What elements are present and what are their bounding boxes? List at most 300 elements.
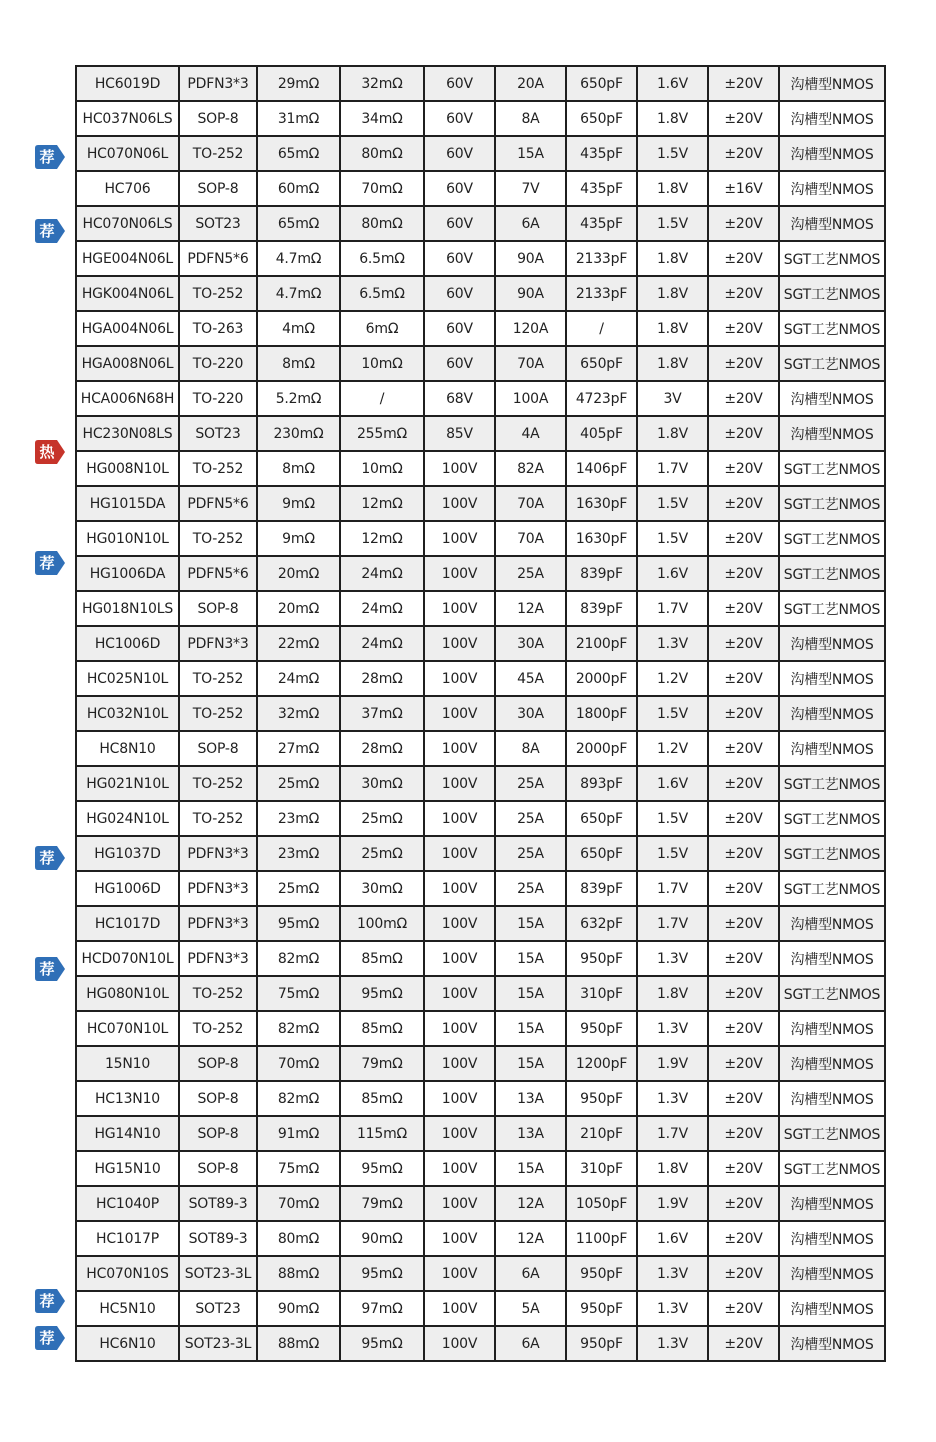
cell-package: TO-252 bbox=[179, 696, 257, 731]
cell-rds-on-typ: 29mΩ bbox=[257, 66, 340, 101]
cell-vgs: ±20V bbox=[708, 381, 779, 416]
table-row bbox=[76, 206, 885, 241]
cell-vgs: ±20V bbox=[708, 766, 779, 801]
cell-mosfet-type: 沟槽型NMOS bbox=[779, 206, 885, 241]
cell-vth: 1.7V bbox=[637, 591, 708, 626]
cell-vgs: ±20V bbox=[708, 346, 779, 381]
cell-id-current: 15A bbox=[495, 136, 566, 171]
cell-part-number: HG018N10LS bbox=[76, 591, 179, 626]
table-body bbox=[76, 66, 885, 1361]
cell-rds-on-typ: 23mΩ bbox=[257, 801, 340, 836]
cell-vth: 1.8V bbox=[637, 416, 708, 451]
cell-mosfet-type: SGT工艺NMOS bbox=[779, 1151, 885, 1186]
cell-package: PDFN3*3 bbox=[179, 871, 257, 906]
cell-package: PDFN3*3 bbox=[179, 626, 257, 661]
cell-rds-on-typ: 95mΩ bbox=[257, 906, 340, 941]
badge-label: 荐 bbox=[39, 960, 55, 979]
cell-mosfet-type: SGT工艺NMOS bbox=[779, 451, 885, 486]
cell-part-number: HG1006DA bbox=[76, 556, 179, 591]
cell-vds: 100V bbox=[424, 1186, 495, 1221]
cell-id-current: 15A bbox=[495, 1011, 566, 1046]
cell-vth: 1.7V bbox=[637, 451, 708, 486]
table-row bbox=[76, 416, 885, 451]
cell-package: TO-252 bbox=[179, 1011, 257, 1046]
table-row bbox=[76, 241, 885, 276]
table-row bbox=[76, 661, 885, 696]
cell-id-current: 82A bbox=[495, 451, 566, 486]
cell-mosfet-type: 沟槽型NMOS bbox=[779, 626, 885, 661]
cell-part-number: HC070N10S bbox=[76, 1256, 179, 1291]
cell-rds-on-max: 34mΩ bbox=[340, 101, 424, 136]
cell-vds: 100V bbox=[424, 1291, 495, 1326]
cell-vds: 100V bbox=[424, 451, 495, 486]
cell-mosfet-type: SGT工艺NMOS bbox=[779, 521, 885, 556]
cell-vth: 1.5V bbox=[637, 836, 708, 871]
cell-part-number: HG1037D bbox=[76, 836, 179, 871]
table-row bbox=[76, 1046, 885, 1081]
cell-rds-on-max: 100mΩ bbox=[340, 906, 424, 941]
cell-mosfet-type: SGT工艺NMOS bbox=[779, 801, 885, 836]
hot-badge bbox=[35, 440, 65, 464]
cell-mosfet-type: 沟槽型NMOS bbox=[779, 136, 885, 171]
cell-rds-on-typ: 65mΩ bbox=[257, 136, 340, 171]
cell-mosfet-type: 沟槽型NMOS bbox=[779, 171, 885, 206]
cell-id-current: 120A bbox=[495, 311, 566, 346]
cell-rds-on-max: 25mΩ bbox=[340, 801, 424, 836]
cell-rds-on-max: 70mΩ bbox=[340, 171, 424, 206]
cell-mosfet-type: SGT工艺NMOS bbox=[779, 241, 885, 276]
cell-package: PDFN5*6 bbox=[179, 556, 257, 591]
cell-ciss: 435pF bbox=[566, 206, 637, 241]
recommend-badge bbox=[35, 1326, 65, 1350]
cell-package: SOP-8 bbox=[179, 171, 257, 206]
cell-vds: 100V bbox=[424, 1116, 495, 1151]
cell-vds: 100V bbox=[424, 521, 495, 556]
cell-rds-on-typ: 31mΩ bbox=[257, 101, 340, 136]
cell-vth: 1.3V bbox=[637, 941, 708, 976]
cell-part-number: HG008N10L bbox=[76, 451, 179, 486]
cell-id-current: 25A bbox=[495, 801, 566, 836]
table-row bbox=[76, 1186, 885, 1221]
cell-vds: 60V bbox=[424, 241, 495, 276]
cell-rds-on-max: 10mΩ bbox=[340, 451, 424, 486]
cell-vgs: ±20V bbox=[708, 941, 779, 976]
cell-rds-on-max: 80mΩ bbox=[340, 206, 424, 241]
cell-rds-on-typ: 8mΩ bbox=[257, 346, 340, 381]
cell-package: SOT23-3L bbox=[179, 1326, 257, 1361]
cell-rds-on-max: 97mΩ bbox=[340, 1291, 424, 1326]
cell-part-number: HGE004N06L bbox=[76, 241, 179, 276]
cell-ciss: 950pF bbox=[566, 1081, 637, 1116]
cell-rds-on-typ: 75mΩ bbox=[257, 1151, 340, 1186]
cell-package: PDFN3*3 bbox=[179, 941, 257, 976]
cell-vth: 1.3V bbox=[637, 1256, 708, 1291]
cell-mosfet-type: SGT工艺NMOS bbox=[779, 871, 885, 906]
cell-part-number: HCD070N10L bbox=[76, 941, 179, 976]
cell-ciss: 405pF bbox=[566, 416, 637, 451]
cell-rds-on-typ: 70mΩ bbox=[257, 1186, 340, 1221]
cell-rds-on-max: 95mΩ bbox=[340, 1256, 424, 1291]
table-row bbox=[76, 801, 885, 836]
cell-vgs: ±20V bbox=[708, 1046, 779, 1081]
cell-rds-on-typ: 4.7mΩ bbox=[257, 241, 340, 276]
cell-vgs: ±20V bbox=[708, 976, 779, 1011]
cell-mosfet-type: SGT工艺NMOS bbox=[779, 556, 885, 591]
cell-vgs: ±20V bbox=[708, 731, 779, 766]
cell-rds-on-max: 90mΩ bbox=[340, 1221, 424, 1256]
cell-part-number: HC13N10 bbox=[76, 1081, 179, 1116]
cell-id-current: 12A bbox=[495, 1221, 566, 1256]
cell-id-current: 25A bbox=[495, 556, 566, 591]
table-row bbox=[76, 836, 885, 871]
cell-part-number: HC230N08LS bbox=[76, 416, 179, 451]
cell-vth: 1.2V bbox=[637, 731, 708, 766]
cell-id-current: 13A bbox=[495, 1116, 566, 1151]
recommend-badge bbox=[35, 846, 65, 870]
cell-vth: 1.5V bbox=[637, 486, 708, 521]
cell-rds-on-max: 32mΩ bbox=[340, 66, 424, 101]
recommend-badge bbox=[35, 219, 65, 243]
cell-rds-on-max: 12mΩ bbox=[340, 486, 424, 521]
cell-rds-on-max: 24mΩ bbox=[340, 591, 424, 626]
cell-mosfet-type: 沟槽型NMOS bbox=[779, 1326, 885, 1361]
cell-rds-on-typ: 90mΩ bbox=[257, 1291, 340, 1326]
cell-vth: 1.6V bbox=[637, 556, 708, 591]
badge-label: 荐 bbox=[39, 1292, 55, 1311]
cell-package: SOP-8 bbox=[179, 731, 257, 766]
cell-rds-on-max: 95mΩ bbox=[340, 1151, 424, 1186]
cell-vds: 100V bbox=[424, 1011, 495, 1046]
cell-ciss: 950pF bbox=[566, 1011, 637, 1046]
cell-vgs: ±20V bbox=[708, 1116, 779, 1151]
table-row bbox=[76, 556, 885, 591]
cell-package: TO-252 bbox=[179, 136, 257, 171]
cell-rds-on-typ: 23mΩ bbox=[257, 836, 340, 871]
table-row bbox=[76, 66, 885, 101]
cell-mosfet-type: 沟槽型NMOS bbox=[779, 696, 885, 731]
cell-part-number: HC1006D bbox=[76, 626, 179, 661]
table-row bbox=[76, 941, 885, 976]
table-row bbox=[76, 311, 885, 346]
cell-vth: 1.6V bbox=[637, 66, 708, 101]
cell-vds: 100V bbox=[424, 836, 495, 871]
cell-mosfet-type: 沟槽型NMOS bbox=[779, 66, 885, 101]
cell-ciss: 650pF bbox=[566, 66, 637, 101]
cell-id-current: 6A bbox=[495, 206, 566, 241]
cell-id-current: 70A bbox=[495, 346, 566, 381]
cell-vgs: ±20V bbox=[708, 1326, 779, 1361]
cell-vth: 3V bbox=[637, 381, 708, 416]
cell-vgs: ±20V bbox=[708, 1011, 779, 1046]
cell-id-current: 15A bbox=[495, 941, 566, 976]
table-row bbox=[76, 696, 885, 731]
table-row bbox=[76, 346, 885, 381]
table-row bbox=[76, 276, 885, 311]
cell-vgs: ±20V bbox=[708, 206, 779, 241]
cell-part-number: HCA006N68H bbox=[76, 381, 179, 416]
cell-vth: 1.3V bbox=[637, 1291, 708, 1326]
cell-mosfet-type: SGT工艺NMOS bbox=[779, 1116, 885, 1151]
cell-rds-on-typ: 82mΩ bbox=[257, 941, 340, 976]
cell-mosfet-type: SGT工艺NMOS bbox=[779, 311, 885, 346]
cell-ciss: 2000pF bbox=[566, 731, 637, 766]
cell-vth: 1.7V bbox=[637, 1116, 708, 1151]
cell-id-current: 25A bbox=[495, 836, 566, 871]
cell-part-number: HG14N10 bbox=[76, 1116, 179, 1151]
cell-ciss: 1630pF bbox=[566, 486, 637, 521]
table-row bbox=[76, 1291, 885, 1326]
cell-ciss: 839pF bbox=[566, 591, 637, 626]
cell-id-current: 7V bbox=[495, 171, 566, 206]
table-row bbox=[76, 101, 885, 136]
cell-vgs: ±20V bbox=[708, 836, 779, 871]
cell-id-current: 70A bbox=[495, 486, 566, 521]
cell-vth: 1.3V bbox=[637, 1081, 708, 1116]
recommend-badge bbox=[35, 145, 65, 169]
cell-rds-on-max: 6mΩ bbox=[340, 311, 424, 346]
cell-vth: 1.8V bbox=[637, 346, 708, 381]
cell-rds-on-typ: 82mΩ bbox=[257, 1081, 340, 1116]
cell-vgs: ±20V bbox=[708, 1151, 779, 1186]
cell-rds-on-max: 79mΩ bbox=[340, 1046, 424, 1081]
cell-part-number: HG021N10L bbox=[76, 766, 179, 801]
cell-id-current: 30A bbox=[495, 696, 566, 731]
cell-rds-on-typ: 60mΩ bbox=[257, 171, 340, 206]
cell-rds-on-max: 37mΩ bbox=[340, 696, 424, 731]
cell-part-number: HC025N10L bbox=[76, 661, 179, 696]
cell-mosfet-type: 沟槽型NMOS bbox=[779, 1186, 885, 1221]
cell-vgs: ±20V bbox=[708, 591, 779, 626]
cell-rds-on-typ: 230mΩ bbox=[257, 416, 340, 451]
cell-id-current: 90A bbox=[495, 241, 566, 276]
cell-package: TO-252 bbox=[179, 976, 257, 1011]
cell-rds-on-typ: 75mΩ bbox=[257, 976, 340, 1011]
cell-rds-on-typ: 91mΩ bbox=[257, 1116, 340, 1151]
badge-label: 荐 bbox=[39, 849, 55, 868]
cell-package: SOP-8 bbox=[179, 101, 257, 136]
cell-package: SOT23 bbox=[179, 416, 257, 451]
cell-vds: 100V bbox=[424, 556, 495, 591]
cell-ciss: 2000pF bbox=[566, 661, 637, 696]
cell-vth: 1.7V bbox=[637, 906, 708, 941]
cell-vth: 1.7V bbox=[637, 871, 708, 906]
cell-part-number: HG15N10 bbox=[76, 1151, 179, 1186]
cell-mosfet-type: 沟槽型NMOS bbox=[779, 1011, 885, 1046]
cell-id-current: 20A bbox=[495, 66, 566, 101]
badge-label: 荐 bbox=[39, 148, 55, 167]
badge-label: 荐 bbox=[39, 554, 55, 573]
cell-id-current: 13A bbox=[495, 1081, 566, 1116]
cell-id-current: 90A bbox=[495, 276, 566, 311]
cell-vth: 1.3V bbox=[637, 1011, 708, 1046]
cell-vgs: ±20V bbox=[708, 661, 779, 696]
badge-label: 荐 bbox=[39, 1329, 55, 1348]
cell-vds: 100V bbox=[424, 696, 495, 731]
cell-rds-on-typ: 70mΩ bbox=[257, 1046, 340, 1081]
cell-mosfet-type: 沟槽型NMOS bbox=[779, 1081, 885, 1116]
cell-mosfet-type: 沟槽型NMOS bbox=[779, 906, 885, 941]
cell-vgs: ±20V bbox=[708, 906, 779, 941]
cell-rds-on-typ: 4mΩ bbox=[257, 311, 340, 346]
cell-vgs: ±20V bbox=[708, 101, 779, 136]
mosfet-spec-table bbox=[75, 65, 886, 1362]
cell-rds-on-max: 79mΩ bbox=[340, 1186, 424, 1221]
cell-mosfet-type: SGT工艺NMOS bbox=[779, 976, 885, 1011]
cell-vds: 100V bbox=[424, 976, 495, 1011]
cell-rds-on-max: 25mΩ bbox=[340, 836, 424, 871]
cell-mosfet-type: SGT工艺NMOS bbox=[779, 346, 885, 381]
table-row bbox=[76, 591, 885, 626]
cell-id-current: 100A bbox=[495, 381, 566, 416]
cell-ciss: / bbox=[566, 311, 637, 346]
cell-vgs: ±20V bbox=[708, 556, 779, 591]
cell-vth: 1.8V bbox=[637, 1151, 708, 1186]
table-row bbox=[76, 906, 885, 941]
cell-ciss: 1630pF bbox=[566, 521, 637, 556]
cell-vds: 100V bbox=[424, 766, 495, 801]
cell-vds: 60V bbox=[424, 276, 495, 311]
cell-vgs: ±20V bbox=[708, 1256, 779, 1291]
recommend-badge bbox=[35, 957, 65, 981]
cell-id-current: 15A bbox=[495, 906, 566, 941]
cell-id-current: 12A bbox=[495, 591, 566, 626]
cell-rds-on-typ: 65mΩ bbox=[257, 206, 340, 241]
cell-vds: 60V bbox=[424, 101, 495, 136]
cell-mosfet-type: 沟槽型NMOS bbox=[779, 101, 885, 136]
cell-vth: 1.5V bbox=[637, 206, 708, 241]
cell-part-number: HC070N06LS bbox=[76, 206, 179, 241]
cell-rds-on-typ: 25mΩ bbox=[257, 871, 340, 906]
cell-id-current: 12A bbox=[495, 1186, 566, 1221]
table-row bbox=[76, 871, 885, 906]
cell-ciss: 4723pF bbox=[566, 381, 637, 416]
cell-package: PDFN3*3 bbox=[179, 836, 257, 871]
cell-part-number: HGA004N06L bbox=[76, 311, 179, 346]
cell-part-number: HG024N10L bbox=[76, 801, 179, 836]
cell-mosfet-type: 沟槽型NMOS bbox=[779, 941, 885, 976]
cell-vgs: ±20V bbox=[708, 241, 779, 276]
cell-id-current: 25A bbox=[495, 871, 566, 906]
cell-part-number: HC1040P bbox=[76, 1186, 179, 1221]
cell-package: SOT89-3 bbox=[179, 1186, 257, 1221]
cell-rds-on-max: / bbox=[340, 381, 424, 416]
cell-package: PDFN3*3 bbox=[179, 66, 257, 101]
cell-ciss: 1406pF bbox=[566, 451, 637, 486]
cell-rds-on-typ: 88mΩ bbox=[257, 1326, 340, 1361]
cell-vgs: ±20V bbox=[708, 1221, 779, 1256]
cell-rds-on-max: 30mΩ bbox=[340, 871, 424, 906]
cell-rds-on-typ: 20mΩ bbox=[257, 556, 340, 591]
cell-part-number: HC6019D bbox=[76, 66, 179, 101]
cell-vth: 1.9V bbox=[637, 1186, 708, 1221]
cell-part-number: HC070N10L bbox=[76, 1011, 179, 1046]
cell-part-number: HC1017P bbox=[76, 1221, 179, 1256]
cell-vds: 100V bbox=[424, 591, 495, 626]
cell-part-number: HC1017D bbox=[76, 906, 179, 941]
cell-vds: 100V bbox=[424, 801, 495, 836]
cell-vgs: ±20V bbox=[708, 696, 779, 731]
cell-part-number: HC8N10 bbox=[76, 731, 179, 766]
cell-rds-on-max: 6.5mΩ bbox=[340, 276, 424, 311]
cell-package: SOP-8 bbox=[179, 1151, 257, 1186]
cell-vds: 100V bbox=[424, 1326, 495, 1361]
cell-rds-on-typ: 8mΩ bbox=[257, 451, 340, 486]
cell-vds: 100V bbox=[424, 1046, 495, 1081]
cell-package: PDFN3*3 bbox=[179, 906, 257, 941]
cell-rds-on-typ: 80mΩ bbox=[257, 1221, 340, 1256]
cell-rds-on-typ: 9mΩ bbox=[257, 486, 340, 521]
cell-rds-on-max: 12mΩ bbox=[340, 521, 424, 556]
cell-mosfet-type: SGT工艺NMOS bbox=[779, 276, 885, 311]
cell-ciss: 435pF bbox=[566, 136, 637, 171]
cell-package: TO-252 bbox=[179, 801, 257, 836]
cell-vth: 1.9V bbox=[637, 1046, 708, 1081]
recommend-badge bbox=[35, 551, 65, 575]
cell-id-current: 25A bbox=[495, 766, 566, 801]
cell-package: TO-252 bbox=[179, 451, 257, 486]
cell-vgs: ±20V bbox=[708, 1186, 779, 1221]
cell-part-number: HC706 bbox=[76, 171, 179, 206]
cell-vds: 100V bbox=[424, 906, 495, 941]
cell-vds: 100V bbox=[424, 486, 495, 521]
cell-id-current: 4A bbox=[495, 416, 566, 451]
cell-id-current: 15A bbox=[495, 1046, 566, 1081]
cell-vgs: ±20V bbox=[708, 1291, 779, 1326]
cell-mosfet-type: SGT工艺NMOS bbox=[779, 591, 885, 626]
cell-rds-on-max: 10mΩ bbox=[340, 346, 424, 381]
cell-part-number: HGA008N06L bbox=[76, 346, 179, 381]
cell-package: PDFN5*6 bbox=[179, 486, 257, 521]
cell-mosfet-type: 沟槽型NMOS bbox=[779, 381, 885, 416]
table-row bbox=[76, 136, 885, 171]
cell-vgs: ±20V bbox=[708, 66, 779, 101]
cell-part-number: HC070N06L bbox=[76, 136, 179, 171]
cell-rds-on-max: 24mΩ bbox=[340, 626, 424, 661]
cell-package: SOP-8 bbox=[179, 1116, 257, 1151]
cell-id-current: 5A bbox=[495, 1291, 566, 1326]
cell-vgs: ±20V bbox=[708, 136, 779, 171]
cell-ciss: 2100pF bbox=[566, 626, 637, 661]
table-row bbox=[76, 451, 885, 486]
table-row bbox=[76, 1326, 885, 1361]
cell-mosfet-type: SGT工艺NMOS bbox=[779, 836, 885, 871]
cell-id-current: 70A bbox=[495, 521, 566, 556]
cell-id-current: 6A bbox=[495, 1326, 566, 1361]
table-row bbox=[76, 1221, 885, 1256]
cell-ciss: 1050pF bbox=[566, 1186, 637, 1221]
cell-ciss: 650pF bbox=[566, 346, 637, 381]
cell-package: SOP-8 bbox=[179, 1081, 257, 1116]
cell-ciss: 650pF bbox=[566, 836, 637, 871]
cell-id-current: 8A bbox=[495, 731, 566, 766]
cell-package: TO-220 bbox=[179, 346, 257, 381]
cell-part-number: HG010N10L bbox=[76, 521, 179, 556]
cell-vgs: ±20V bbox=[708, 311, 779, 346]
cell-vgs: ±20V bbox=[708, 871, 779, 906]
cell-vds: 85V bbox=[424, 416, 495, 451]
cell-package: SOP-8 bbox=[179, 1046, 257, 1081]
cell-mosfet-type: 沟槽型NMOS bbox=[779, 1256, 885, 1291]
cell-package: TO-220 bbox=[179, 381, 257, 416]
cell-rds-on-typ: 27mΩ bbox=[257, 731, 340, 766]
table-row bbox=[76, 486, 885, 521]
cell-ciss: 2133pF bbox=[566, 276, 637, 311]
cell-ciss: 435pF bbox=[566, 171, 637, 206]
cell-package: SOT23 bbox=[179, 1291, 257, 1326]
cell-vgs: ±20V bbox=[708, 486, 779, 521]
cell-vgs: ±20V bbox=[708, 1081, 779, 1116]
cell-vth: 1.8V bbox=[637, 101, 708, 136]
